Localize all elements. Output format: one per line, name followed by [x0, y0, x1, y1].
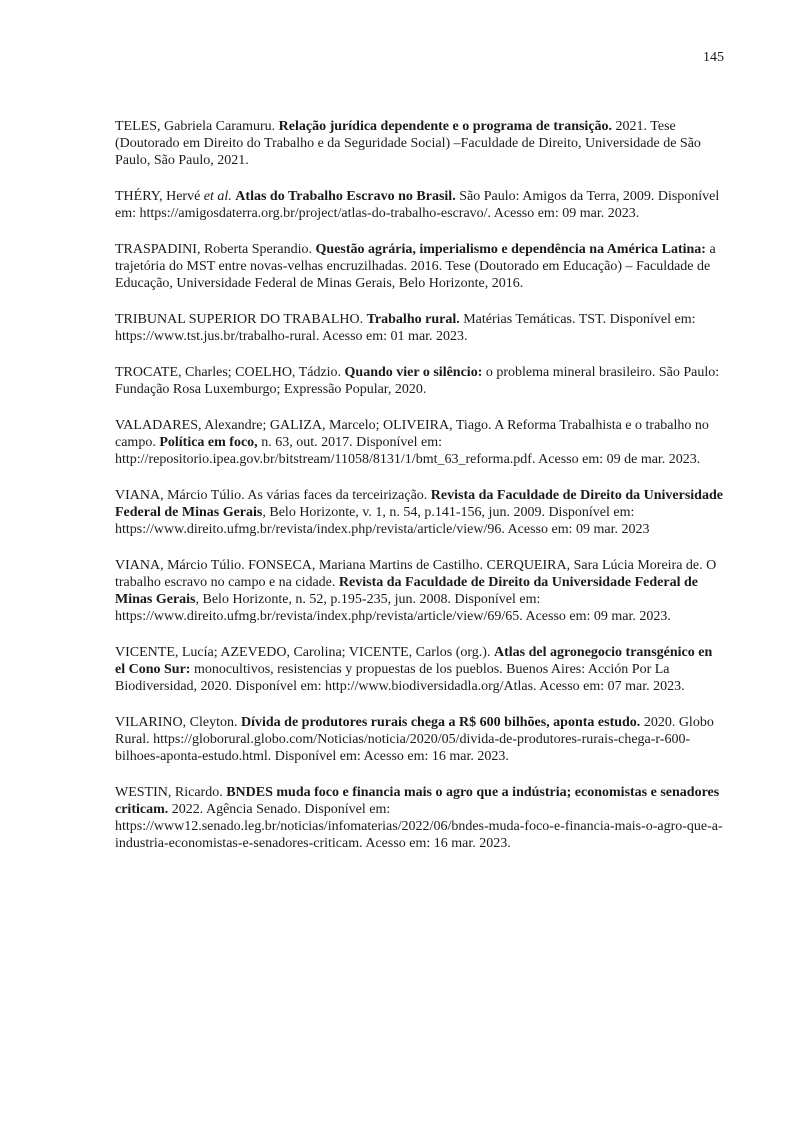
reference-details: 2022. Agência Senado. Disponível em: https://www12.senado.leg.br/noticias/infomaterias/2022/06/bndes-muda-foco-e-financia-mais-o-agro-que-a-industria-economistas-e-senadores-criticam. Acesso em: 16 mar. 2023. [115, 802, 723, 851]
reference-entry [115, 364, 725, 398]
reference-entry [115, 714, 725, 765]
reference-title: Política em foco, [159, 435, 258, 450]
page-number: 145 [703, 50, 724, 65]
reference-details: 2021. Tese (Doutorado em Direito do Trabalho e da Seguridade Social) –Faculdade de Direito, Universidade de São Paulo, São Paulo, 2021. [115, 119, 701, 168]
reference-details: , Belo Horizonte, v. 1, n. 54, p.141-156, jun. 2009. Disponível em: https://www.direito.ufmg.br/revista/index.php/revista/article/view/96. Acesso em: 09 mar. 2023 [115, 505, 650, 537]
reference-title: BNDES muda foco e financia mais o agro que a indústria; economistas e senadores criticam. [115, 785, 720, 817]
reference-entry [115, 241, 725, 292]
reference-title: Dívida de produtores rurais chega a R$ 600 bilhões, aponta estudo. [241, 715, 641, 730]
reference-details: a trajetória do MST entre novas-velhas encruzilhadas. 2016. Tese (Doutorado em Educação) – Faculdade de Educação, Universidade Federal de Minas Gerais, Belo Horizonte, 2016. [115, 242, 716, 291]
reference-author: VICENTE, Lucía; AZEVEDO, Carolina; VICENTE, Carlos (org.). [115, 645, 491, 660]
reference-title: Atlas del agronegocio transgénico en el Cono Sur: [115, 645, 713, 677]
reference-entry [115, 557, 725, 625]
reference-details: Matérias Temáticas. TST. Disponível em: https://www.tst.jus.br/trabalho-rural. Acesso em: 01 mar. 2023. [115, 312, 696, 344]
reference-details: n. 63, out. 2017. Disponível em: http://repositorio.ipea.gov.br/bitstream/11058/8131/1/bmt_63_reforma.pdf. Acesso em: 09 de mar. 2023. [115, 435, 701, 467]
reference-author: TRASPADINI, Roberta Sperandio. [115, 242, 313, 257]
reference-title: Relação jurídica dependente e o programa de transição. [278, 119, 613, 134]
reference-author: WESTIN, Ricardo. [115, 785, 223, 800]
reference-entry [115, 188, 725, 222]
reference-entry [115, 417, 725, 468]
reference-title: Quando vier o silêncio: [344, 365, 483, 380]
reference-author: VILARINO, Cleyton. [115, 715, 238, 730]
reference-title: Revista da Faculdade de Direito da Universidade Federal de Minas Gerais [115, 488, 723, 520]
reference-entry [115, 784, 725, 852]
reference-list [115, 118, 725, 871]
reference-entry [115, 644, 725, 695]
reference-title: Questão agrária, imperialismo e dependência na América Latina: [315, 242, 706, 257]
reference-entry [115, 487, 725, 538]
reference-author: THÉRY, Hervé [115, 189, 201, 204]
reference-author: VALADARES, Alexandre; GALIZA, Marcelo; OLIVEIRA, Tiago. A Reforma Trabalhista e o trabalho no campo. [115, 418, 709, 450]
reference-entry [115, 311, 725, 345]
reference-details: 2020. Globo Rural. https://globorural.globo.com/Noticias/noticia/2020/05/divida-de-produtores-rurais-chega-r-600-bilhoes-aponta-estudo.html. Disponível em: Acesso em: 16 mar. 2023. [115, 715, 714, 764]
reference-details: São Paulo: Amigos da Terra, 2009. Disponível em: https://amigosdaterra.org.br/project/atlas-do-trabalho-escravo/. Acesso em: 09 mar. 2023. [115, 189, 720, 221]
reference-details: monocultivos, resistencias y propuestas de los pueblos. Buenos Aires: Acción Por La Biodiversidad, 2020. Disponível em: http://www.biodiversidadla.org/Atlas. Acesso em: 07 mar. 2023. [115, 662, 685, 694]
reference-author: TELES, Gabriela Caramuru. [115, 119, 276, 134]
reference-title: Atlas do Trabalho Escravo no Brasil. [235, 189, 456, 204]
reference-author: TROCATE, Charles; COELHO, Tádzio. [115, 365, 342, 380]
reference-author-etal: et al. [203, 189, 232, 204]
reference-author: VIANA, Márcio Túlio. As várias faces da terceirização. [115, 488, 428, 503]
reference-details: , Belo Horizonte, n. 52, p.195-235, jun. 2008. Disponível em: https://www.direito.ufmg.br/revista/index.php/revista/article/view/69/65. Acesso em: 09 mar. 2023. [115, 592, 671, 624]
reference-entry [115, 118, 725, 169]
reference-title: Revista da Faculdade de Direito da Universidade Federal de Minas Gerais [115, 575, 698, 607]
reference-author: VIANA, Márcio Túlio. FONSECA, Mariana Martins de Castilho. CERQUEIRA, Sara Lúcia Moreira de. O trabalho escravo no campo e na cidade. [115, 558, 717, 590]
reference-title: Trabalho rural. [366, 312, 460, 327]
reference-author: TRIBUNAL SUPERIOR DO TRABALHO. [115, 312, 364, 327]
reference-details: o problema mineral brasileiro. São Paulo: Fundação Rosa Luxemburgo; Expressão Popular, 2020. [115, 365, 720, 397]
